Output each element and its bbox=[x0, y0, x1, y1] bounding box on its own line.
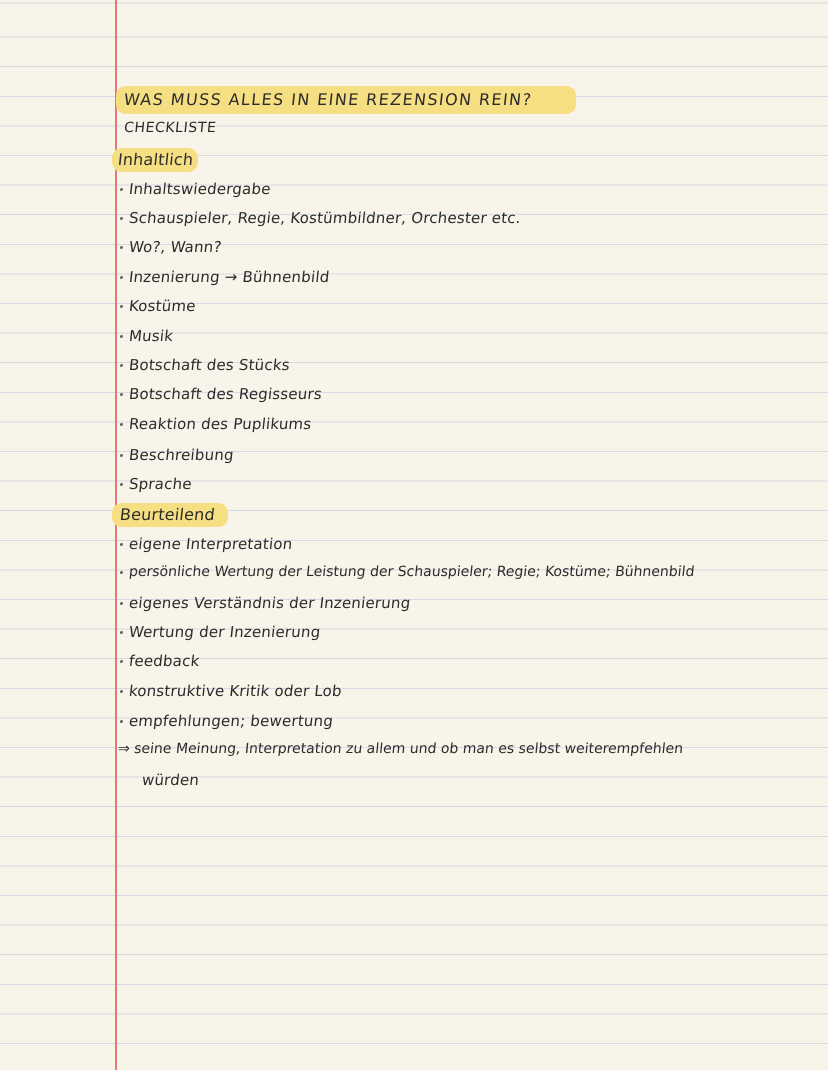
page-title: WAS MUSS ALLES IN EINE REZENSION REIN? bbox=[123, 90, 534, 109]
list-item: Sprache bbox=[119, 475, 193, 493]
list-item: Botschaft des Regisseurs bbox=[119, 385, 323, 403]
conclusion-line-2: würden bbox=[141, 771, 201, 789]
list-item: eigenes Verständnis der Inzenierung bbox=[119, 594, 411, 612]
list-item: Inzenierung → Bühnenbild bbox=[119, 268, 330, 286]
list-item: feedback bbox=[119, 652, 200, 670]
list-item: Botschaft des Stücks bbox=[119, 356, 291, 374]
list-item: Schauspieler, Regie, Kostümbildner, Orchester etc. bbox=[119, 209, 522, 227]
list-item: Kostüme bbox=[119, 297, 197, 315]
list-item: Inhaltswiedergabe bbox=[119, 180, 272, 198]
subtitle: CHECKLISTE bbox=[123, 120, 218, 136]
section-heading-inhaltlich: Inhaltlich bbox=[117, 150, 195, 169]
list-item: eigene Interpretation bbox=[119, 535, 293, 553]
list-item: empfehlungen; bewertung bbox=[119, 712, 334, 730]
list-item: Wertung der Inzenierung bbox=[119, 623, 321, 641]
list-item: konstruktive Kritik oder Lob bbox=[119, 682, 343, 700]
list-item: Wo?, Wann? bbox=[119, 238, 223, 256]
list-item: Beschreibung bbox=[119, 446, 235, 464]
list-item: Musik bbox=[119, 327, 174, 345]
conclusion-line-1: ⇒ seine Meinung, Interpretation zu allem und ob man es selbst weiterempfehlen bbox=[117, 741, 684, 757]
section-heading-beurteilend: Beurteilend bbox=[119, 505, 216, 524]
list-item: Reaktion des Puplikums bbox=[119, 415, 312, 433]
list-item: persönliche Wertung der Leistung der Schauspieler; Regie; Kostüme; Bühnenbild bbox=[119, 564, 695, 580]
